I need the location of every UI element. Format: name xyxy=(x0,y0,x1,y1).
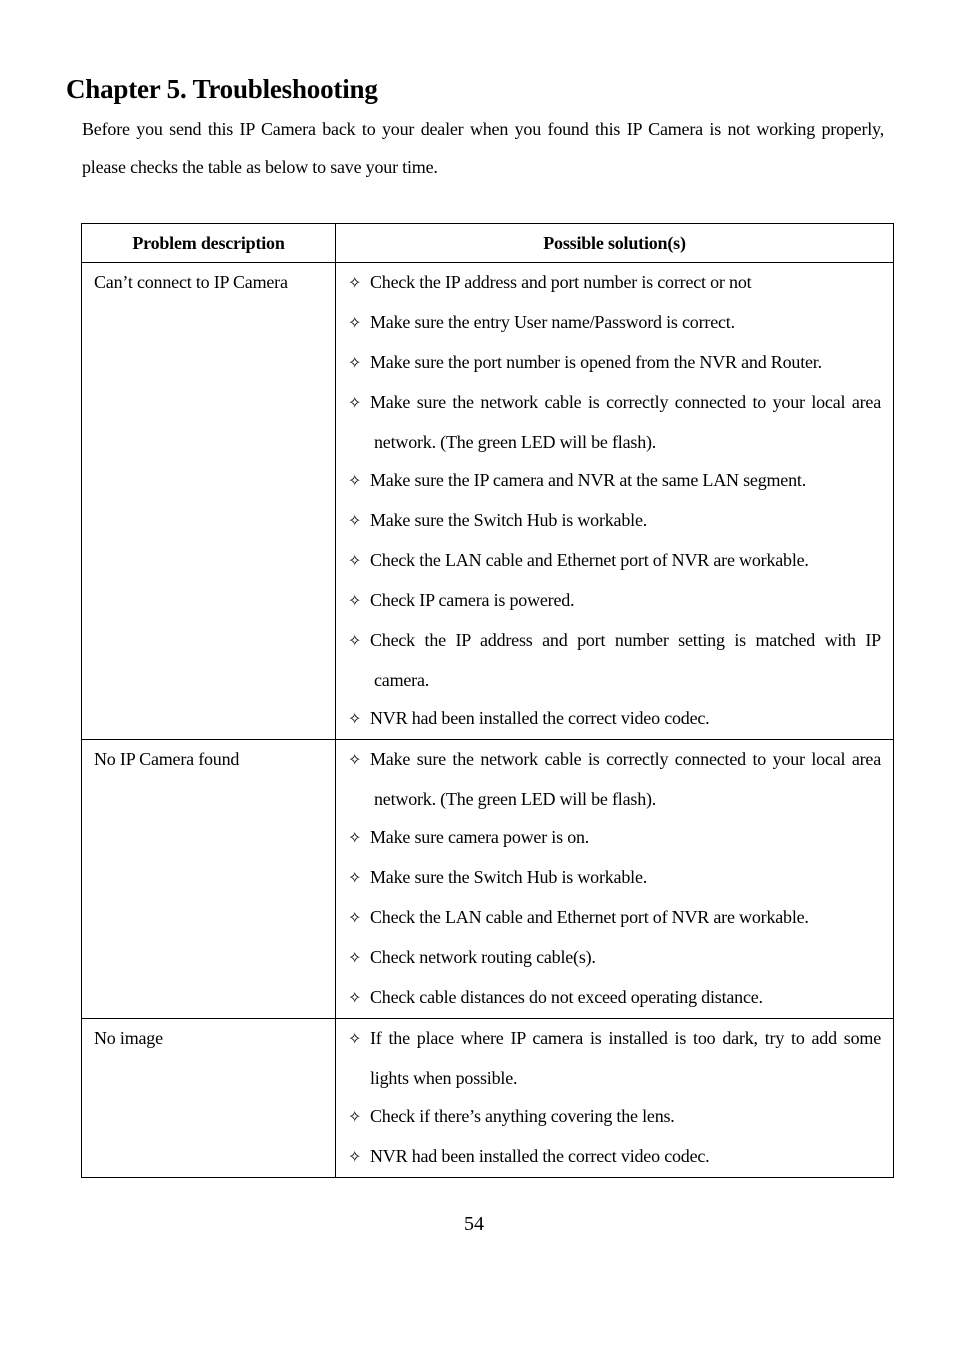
solution-text: Make sure the network cable is correctly connected to your local area network. (The green LED will be flash). xyxy=(370,749,881,809)
solution-text: Check the IP address and port number is correct or not xyxy=(370,272,752,292)
solution-text: If the place where IP camera is installed is too dark, try to add some lights when possible. xyxy=(370,1028,881,1088)
table-row xyxy=(82,1019,894,1178)
solution-item xyxy=(348,461,881,501)
solution-item xyxy=(348,541,881,581)
header-possible-solutions: Possible solution(s) xyxy=(336,224,894,263)
solution-text: Make sure the network cable is correctly connected to your local area network. (The green LED will be flash). xyxy=(370,392,881,452)
solution-item xyxy=(348,858,881,898)
diamond-bullet-icon: ✧ xyxy=(348,633,362,650)
diamond-bullet-icon: ✧ xyxy=(348,1149,362,1166)
diamond-bullet-icon: ✧ xyxy=(348,315,362,332)
solution-text: Make sure camera power is on. xyxy=(370,827,590,847)
solution-item xyxy=(348,303,881,343)
problem-cell: No IP Camera found xyxy=(82,740,336,1019)
solution-text: Make sure the Switch Hub is workable. xyxy=(370,510,648,530)
solution-text: Check IP camera is powered. xyxy=(370,590,575,610)
solution-item xyxy=(348,938,881,978)
solution-text: Check the LAN cable and Ethernet port of NVR are workable. xyxy=(370,550,809,570)
diamond-bullet-icon: ✧ xyxy=(348,752,362,769)
solution-item xyxy=(348,343,881,383)
diamond-bullet-icon: ✧ xyxy=(348,553,362,570)
solutions-cell xyxy=(336,740,894,1019)
solution-item xyxy=(348,898,881,938)
solution-item xyxy=(348,621,881,699)
table-row xyxy=(82,740,894,1019)
solution-text: Make sure the entry User name/Password is correct. xyxy=(370,312,735,332)
solutions-cell xyxy=(336,263,894,740)
solution-item xyxy=(348,818,881,858)
diamond-bullet-icon: ✧ xyxy=(348,513,362,530)
solution-text: Make sure the IP camera and NVR at the same LAN segment. xyxy=(370,470,806,490)
solution-text: NVR had been installed the correct video codec. xyxy=(370,1146,710,1166)
diamond-bullet-icon: ✧ xyxy=(348,830,362,847)
diamond-bullet-icon: ✧ xyxy=(348,1031,362,1048)
problem-cell: No image xyxy=(82,1019,336,1178)
solution-text: Make sure the port number is opened from the NVR and Router. xyxy=(370,352,822,372)
solution-item xyxy=(348,1097,881,1137)
solution-item xyxy=(348,978,881,1018)
troubleshooting-table xyxy=(81,223,894,1178)
diamond-bullet-icon: ✧ xyxy=(348,473,362,490)
header-problem-description: Problem description xyxy=(82,224,336,263)
diamond-bullet-icon: ✧ xyxy=(348,355,362,372)
solution-item xyxy=(348,1019,881,1097)
solution-item xyxy=(348,699,881,739)
diamond-bullet-icon: ✧ xyxy=(348,711,362,728)
solution-item xyxy=(348,1137,881,1177)
diamond-bullet-icon: ✧ xyxy=(348,910,362,927)
solution-text: Check network routing cable(s). xyxy=(370,947,596,967)
solution-text: Check if there’s anything covering the lens. xyxy=(370,1106,675,1126)
solution-item xyxy=(348,263,881,303)
solutions-cell xyxy=(336,1019,894,1178)
solution-item xyxy=(348,740,881,818)
solution-text: NVR had been installed the correct video codec. xyxy=(370,708,710,728)
diamond-bullet-icon: ✧ xyxy=(348,950,362,967)
page-number: 54 xyxy=(464,1213,484,1235)
solution-text: Check the LAN cable and Ethernet port of NVR are workable. xyxy=(370,907,809,927)
problem-cell: Can’t connect to IP Camera xyxy=(82,263,336,740)
solution-item xyxy=(348,501,881,541)
solution-item xyxy=(348,581,881,621)
solution-text: Check cable distances do not exceed operating distance. xyxy=(370,987,763,1007)
table-row xyxy=(82,263,894,740)
page-title: Chapter 5. Troubleshooting xyxy=(66,74,378,104)
diamond-bullet-icon: ✧ xyxy=(348,990,362,1007)
diamond-bullet-icon: ✧ xyxy=(348,870,362,887)
solution-text: Check the IP address and port number setting is matched with IP camera. xyxy=(370,630,881,690)
diamond-bullet-icon: ✧ xyxy=(348,275,362,292)
diamond-bullet-icon: ✧ xyxy=(348,1109,362,1126)
table-header-row xyxy=(82,224,894,263)
intro-paragraph: Before you send this IP Camera back to your dealer when you found this IP Camera is not working properly, please checks the table as below to save your time. xyxy=(82,119,884,177)
solution-item xyxy=(348,383,881,461)
diamond-bullet-icon: ✧ xyxy=(348,593,362,610)
solution-text: Make sure the Switch Hub is workable. xyxy=(370,867,648,887)
diamond-bullet-icon: ✧ xyxy=(348,395,362,412)
